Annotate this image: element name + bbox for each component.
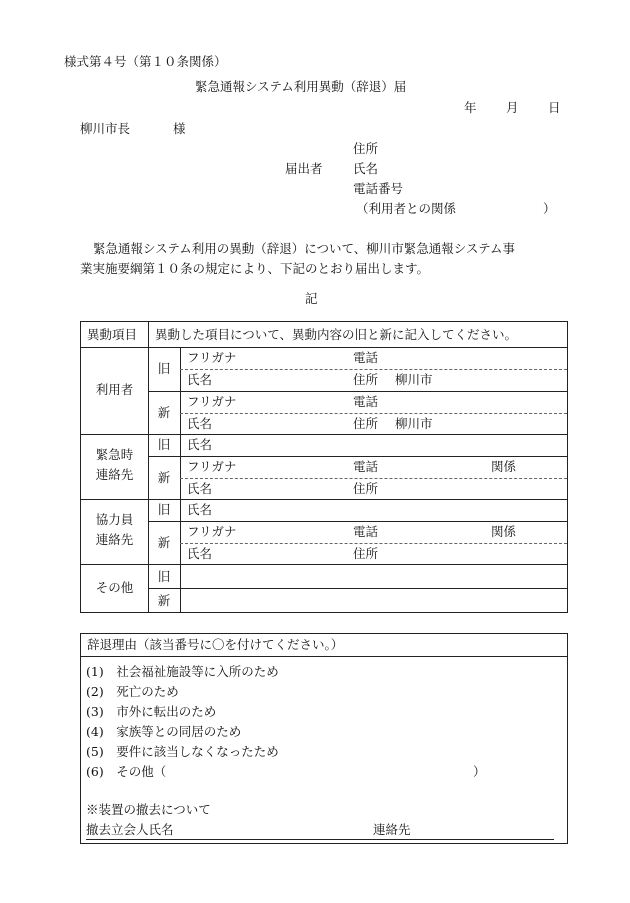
cooperator-new-dashed-line [180, 543, 567, 544]
cooperator-label-line2: 連絡先 [95, 532, 134, 547]
emergency-new-relation-label: 関係 [491, 459, 517, 474]
user-old-furigana-label: フリガナ [187, 350, 237, 365]
cooperator-section-separator [81, 564, 567, 565]
notifier-name-label: 氏名 [353, 161, 379, 176]
user-new-city-label: 柳川市 [395, 416, 433, 431]
witness-contact-label: 連絡先 [373, 822, 411, 837]
user-new-label: 新 [157, 405, 171, 420]
user-new-dashed-line [180, 413, 567, 414]
emergency-old-new-separator [148, 456, 567, 457]
user-new-address-label: 住所 [353, 416, 379, 431]
cooperator-old-new-separator [148, 521, 567, 522]
user-old-name-label: 氏名 [187, 372, 213, 387]
user-section-separator [81, 434, 567, 435]
body-text-line1: 緊急通報システム利用の異動（辞退）について、柳川市緊急通報システム事 [93, 241, 516, 256]
header-row-separator [81, 347, 567, 348]
cooperator-label-line1: 協力員 [95, 512, 134, 527]
ki-label: 記 [305, 291, 318, 306]
emergency-section-separator [81, 499, 567, 500]
reasons-title: 辞退理由（該当番号に〇を付けてください。） [87, 637, 344, 652]
user-old-phone-label: 電話 [353, 350, 379, 365]
witness-signature-line [86, 839, 554, 840]
cooperator-new-furigana-label: フリガナ [187, 524, 237, 539]
user-new-name-label: 氏名 [187, 416, 213, 431]
user-old-dashed-line [180, 369, 567, 370]
reason-item-6: (6) その他（ [86, 764, 167, 779]
notifier-relation-label: （利用者との関係 [356, 201, 457, 216]
header-item-label: 異動項目 [87, 327, 138, 342]
emergency-new-furigana-label: フリガナ [187, 459, 237, 474]
user-old-new-separator [148, 391, 567, 392]
cooperator-new-label: 新 [157, 535, 171, 550]
addressee-honorific: 様 [173, 121, 186, 136]
other-old-label: 旧 [157, 569, 171, 584]
user-old-label: 旧 [157, 361, 171, 376]
date-year-label: 年 [464, 100, 477, 115]
other-old-new-separator [148, 588, 567, 589]
other-section-label: その他 [95, 580, 134, 595]
notifier-label: 届出者 [285, 161, 323, 176]
form-title: 緊急通報システム利用異動（辞退）届 [195, 79, 407, 94]
emergency-label-line2: 連絡先 [95, 467, 134, 482]
cooperator-new-phone-label: 電話 [353, 524, 379, 539]
emergency-old-name-label: 氏名 [187, 437, 213, 452]
cooperator-new-name-label: 氏名 [187, 546, 213, 561]
emergency-label-line1: 緊急時 [95, 447, 134, 462]
cooperator-old-name-label: 氏名 [187, 502, 213, 517]
reason-item-1: (1) 社会福祉施設等に入所のため [86, 664, 279, 679]
notifier-phone-label: 電話番号 [353, 181, 404, 196]
cooperator-new-address-label: 住所 [353, 546, 379, 561]
header-instruction: 異動した項目について、異動内容の旧と新に記入してください。 [155, 327, 518, 342]
emergency-new-dashed-line [180, 478, 567, 479]
cooperator-new-relation-label: 関係 [491, 524, 517, 539]
user-section-label: 利用者 [95, 382, 134, 397]
emergency-old-label: 旧 [157, 437, 171, 452]
witness-name-label: 撤去立会人氏名 [86, 822, 174, 837]
change-items-table [80, 321, 568, 613]
user-new-phone-label: 電話 [353, 394, 379, 409]
date-month-label: 月 [506, 100, 519, 115]
cooperator-old-label: 旧 [157, 502, 171, 517]
emergency-new-name-label: 氏名 [187, 481, 213, 496]
body-text-line2: 業実施要綱第１０条の規定により、下記のとおり届出します。 [80, 261, 430, 276]
date-day-label: 日 [548, 100, 561, 115]
notifier-relation-close: ） [543, 201, 556, 216]
addressee-name: 柳川市長 [80, 121, 131, 136]
emergency-new-address-label: 住所 [353, 481, 379, 496]
notifier-address-label: 住所 [353, 141, 379, 156]
reason-item-4: (4) 家族等との同居のため [86, 724, 242, 739]
reason-item-2: (2) 死亡のため [86, 684, 179, 699]
emergency-new-phone-label: 電話 [353, 459, 379, 474]
user-new-furigana-label: フリガナ [187, 394, 237, 409]
reason-item-5: (5) 要件に該当しなくなったため [86, 744, 279, 759]
user-old-city-label: 柳川市 [395, 372, 433, 387]
emergency-new-label: 新 [157, 470, 171, 485]
form-number: 様式第４号（第１０条関係） [64, 54, 227, 69]
user-old-address-label: 住所 [353, 372, 379, 387]
column-divider-oldnew [180, 347, 181, 612]
reasons-title-separator [81, 656, 567, 657]
removal-note: ※装置の撤去について [86, 802, 211, 817]
reason-item-6-close: ） [473, 764, 486, 779]
reason-item-3: (3) 市外に転出のため [86, 704, 217, 719]
other-new-label: 新 [157, 593, 171, 608]
withdrawal-reasons-box [80, 633, 568, 844]
